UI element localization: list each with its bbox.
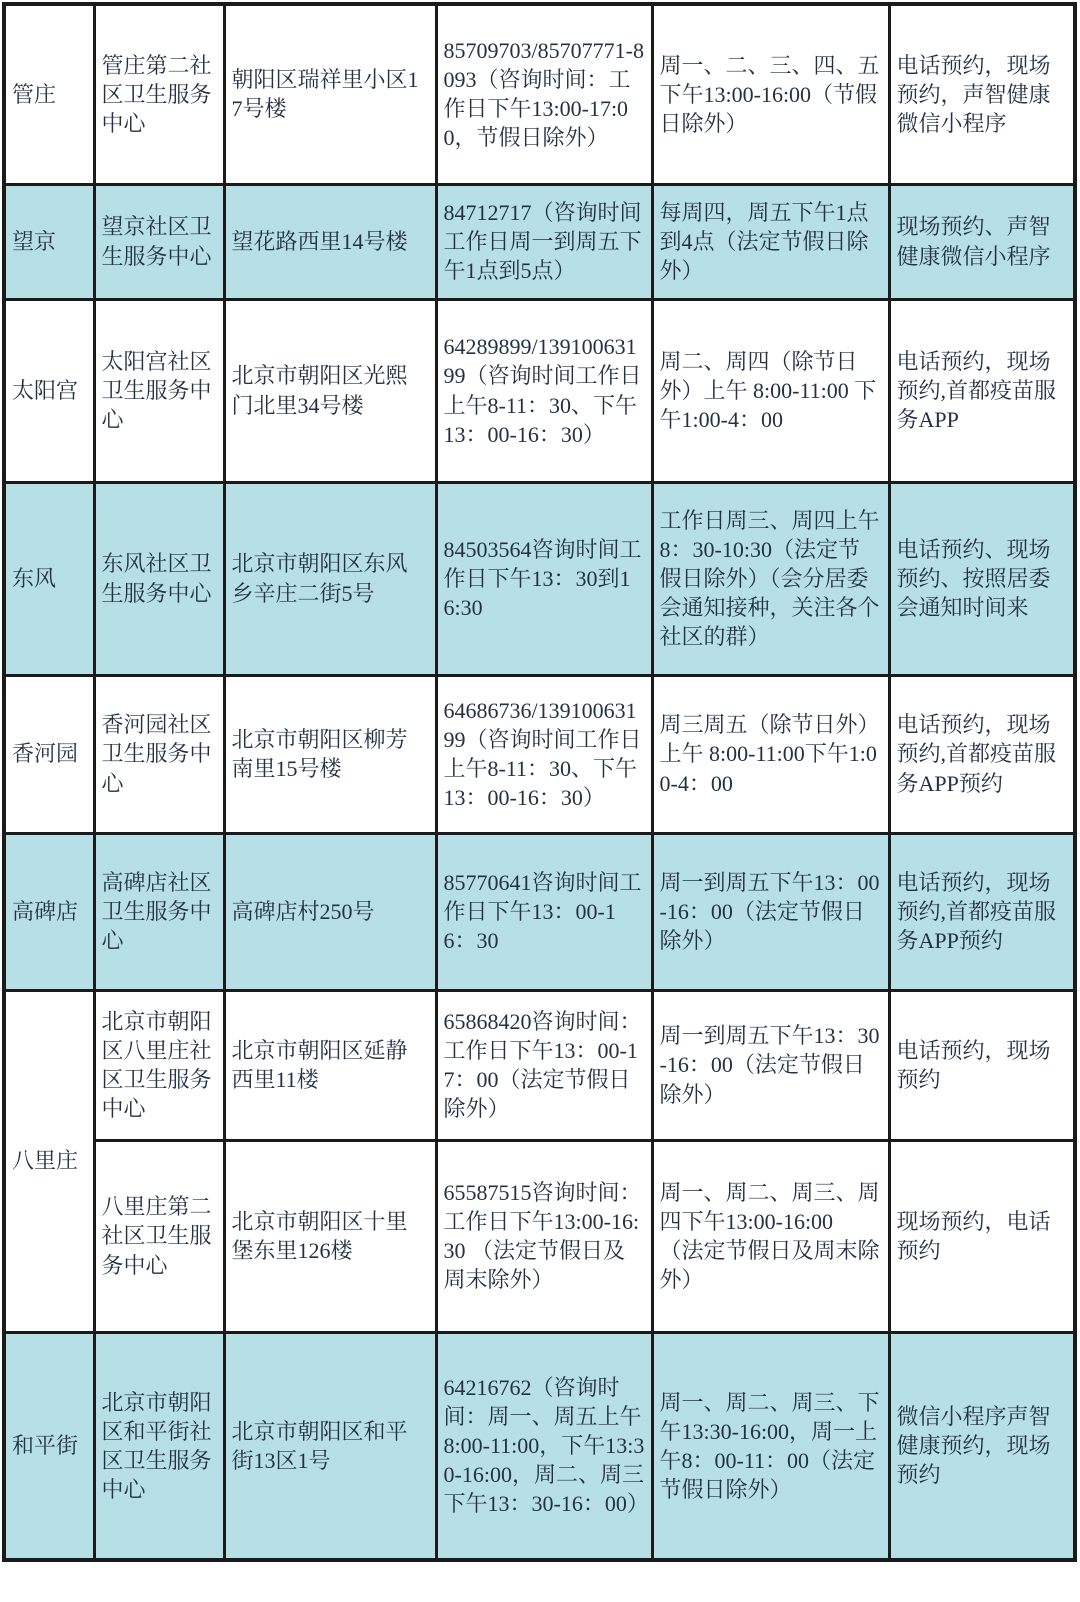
phone-cell: 84712717（咨询时间工作日周一到周五下午1点到5点） xyxy=(436,184,652,299)
schedule-cell: 周一、二、三、四、五下午13:00-16:00（节假日除外） xyxy=(652,4,889,184)
region-cell: 东风 xyxy=(4,482,94,675)
table-row xyxy=(4,833,1075,990)
health-centers-table-body xyxy=(4,4,1075,1560)
address-cell: 北京市朝阳区柳芳南里15号楼 xyxy=(224,675,436,833)
address-cell: 北京市朝阳区延静西里11楼 xyxy=(224,990,436,1140)
table-row xyxy=(4,990,1075,1140)
phone-cell: 64686736/13910063199（咨询时间工作日上午8-11：30、下午13：00-16：30） xyxy=(436,675,652,833)
table-row xyxy=(4,4,1075,184)
schedule-cell: 周三周五（除节日外）上午 8:00-11:00下午1:00-4：00 xyxy=(652,675,889,833)
region-cell: 和平街 xyxy=(4,1332,94,1560)
region-cell: 望京 xyxy=(4,184,94,299)
phone-cell: 64289899/13910063199（咨询时间工作日上午8-11：30、下午13：00-16：30） xyxy=(436,299,652,482)
name-cell: 管庄第二社区卫生服务中心 xyxy=(94,4,224,184)
name-cell: 八里庄第二社区卫生服务中心 xyxy=(94,1140,224,1332)
booking-cell: 电话预约，现场预约，声智健康微信小程序 xyxy=(889,4,1075,184)
schedule-cell: 周一、周二、周三、周四下午13:00-16:00 （法定节假日及周末除外） xyxy=(652,1140,889,1332)
table-row xyxy=(4,1332,1075,1560)
name-cell: 太阳宫社区卫生服务中心 xyxy=(94,299,224,482)
region-cell: 香河园 xyxy=(4,675,94,833)
table-row xyxy=(4,1140,1075,1332)
booking-cell: 微信小程序声智健康预约，现场预约 xyxy=(889,1332,1075,1560)
phone-cell: 65868420咨询时间：工作日下午13：00-17：00（法定节假日除外） xyxy=(436,990,652,1140)
address-cell: 朝阳区瑞祥里小区17号楼 xyxy=(224,4,436,184)
booking-cell: 电话预约，现场预约 xyxy=(889,990,1075,1140)
region-cell: 八里庄 xyxy=(4,990,94,1332)
region-cell: 高碑店 xyxy=(4,833,94,990)
name-cell: 东风社区卫生服务中心 xyxy=(94,482,224,675)
address-cell: 北京市朝阳区东风乡辛庄二街5号 xyxy=(224,482,436,675)
address-cell: 北京市朝阳区十里堡东里126楼 xyxy=(224,1140,436,1332)
schedule-cell: 周一到周五下午13：30-16：00（法定节假日除外） xyxy=(652,990,889,1140)
phone-cell: 85709703/85707771-8093（咨询时间：工作日下午13:00-17:00，节假日除外） xyxy=(436,4,652,184)
booking-cell: 电话预约、现场预约、按照居委会通知时间来 xyxy=(889,482,1075,675)
table-row xyxy=(4,675,1075,833)
booking-cell: 电话预约，现场预约,首都疫苗服务APP预约 xyxy=(889,833,1075,990)
booking-cell: 现场预约、声智健康微信小程序 xyxy=(889,184,1075,299)
schedule-cell: 周一到周五下午13：00-16：00（法定节假日除外） xyxy=(652,833,889,990)
name-cell: 望京社区卫生服务中心 xyxy=(94,184,224,299)
table-row xyxy=(4,299,1075,482)
schedule-cell: 工作日周三、周四上午8：30-10:30（法定节假日除外）（会分居委会通知接种，关注各个社区的群） xyxy=(652,482,889,675)
phone-cell: 85770641咨询时间工作日下午13：00-16：30 xyxy=(436,833,652,990)
address-cell: 高碑店村250号 xyxy=(224,833,436,990)
phone-cell: 64216762（咨询时间：周一、周五上午8:00-11:00，下午13:30-16:00，周二、周三下午13：30-16：00） xyxy=(436,1332,652,1560)
booking-cell: 电话预约，现场预约,首都疫苗服务APP预约 xyxy=(889,675,1075,833)
table-row xyxy=(4,184,1075,299)
schedule-cell: 周一、周二、周三、下午13:30-16:00，周一上午8：00-11：00（法定节假日除外） xyxy=(652,1332,889,1560)
name-cell: 北京市朝阳区和平街社区卫生服务中心 xyxy=(94,1332,224,1560)
table-row xyxy=(4,482,1075,675)
region-cell: 管庄 xyxy=(4,4,94,184)
schedule-cell: 周二、周四（除节日外）上午 8:00-11:00 下午1:00-4：00 xyxy=(652,299,889,482)
address-cell: 北京市朝阳区和平街13区1号 xyxy=(224,1332,436,1560)
name-cell: 高碑店社区卫生服务中心 xyxy=(94,833,224,990)
health-centers-table xyxy=(2,2,1077,1562)
schedule-cell: 每周四，周五下午1点到4点（法定节假日除外） xyxy=(652,184,889,299)
region-cell: 太阳宫 xyxy=(4,299,94,482)
address-cell: 望花路西里14号楼 xyxy=(224,184,436,299)
name-cell: 北京市朝阳区八里庄社区卫生服务中心 xyxy=(94,990,224,1140)
phone-cell: 65587515咨询时间：工作日下午13:00-16:30 （法定节假日及周末除外） xyxy=(436,1140,652,1332)
booking-cell: 电话预约，现场预约,首都疫苗服务APP xyxy=(889,299,1075,482)
phone-cell: 84503564咨询时间工作日下午13：30到16:30 xyxy=(436,482,652,675)
name-cell: 香河园社区卫生服务中心 xyxy=(94,675,224,833)
booking-cell: 现场预约，电话预约 xyxy=(889,1140,1075,1332)
address-cell: 北京市朝阳区光熙门北里34号楼 xyxy=(224,299,436,482)
